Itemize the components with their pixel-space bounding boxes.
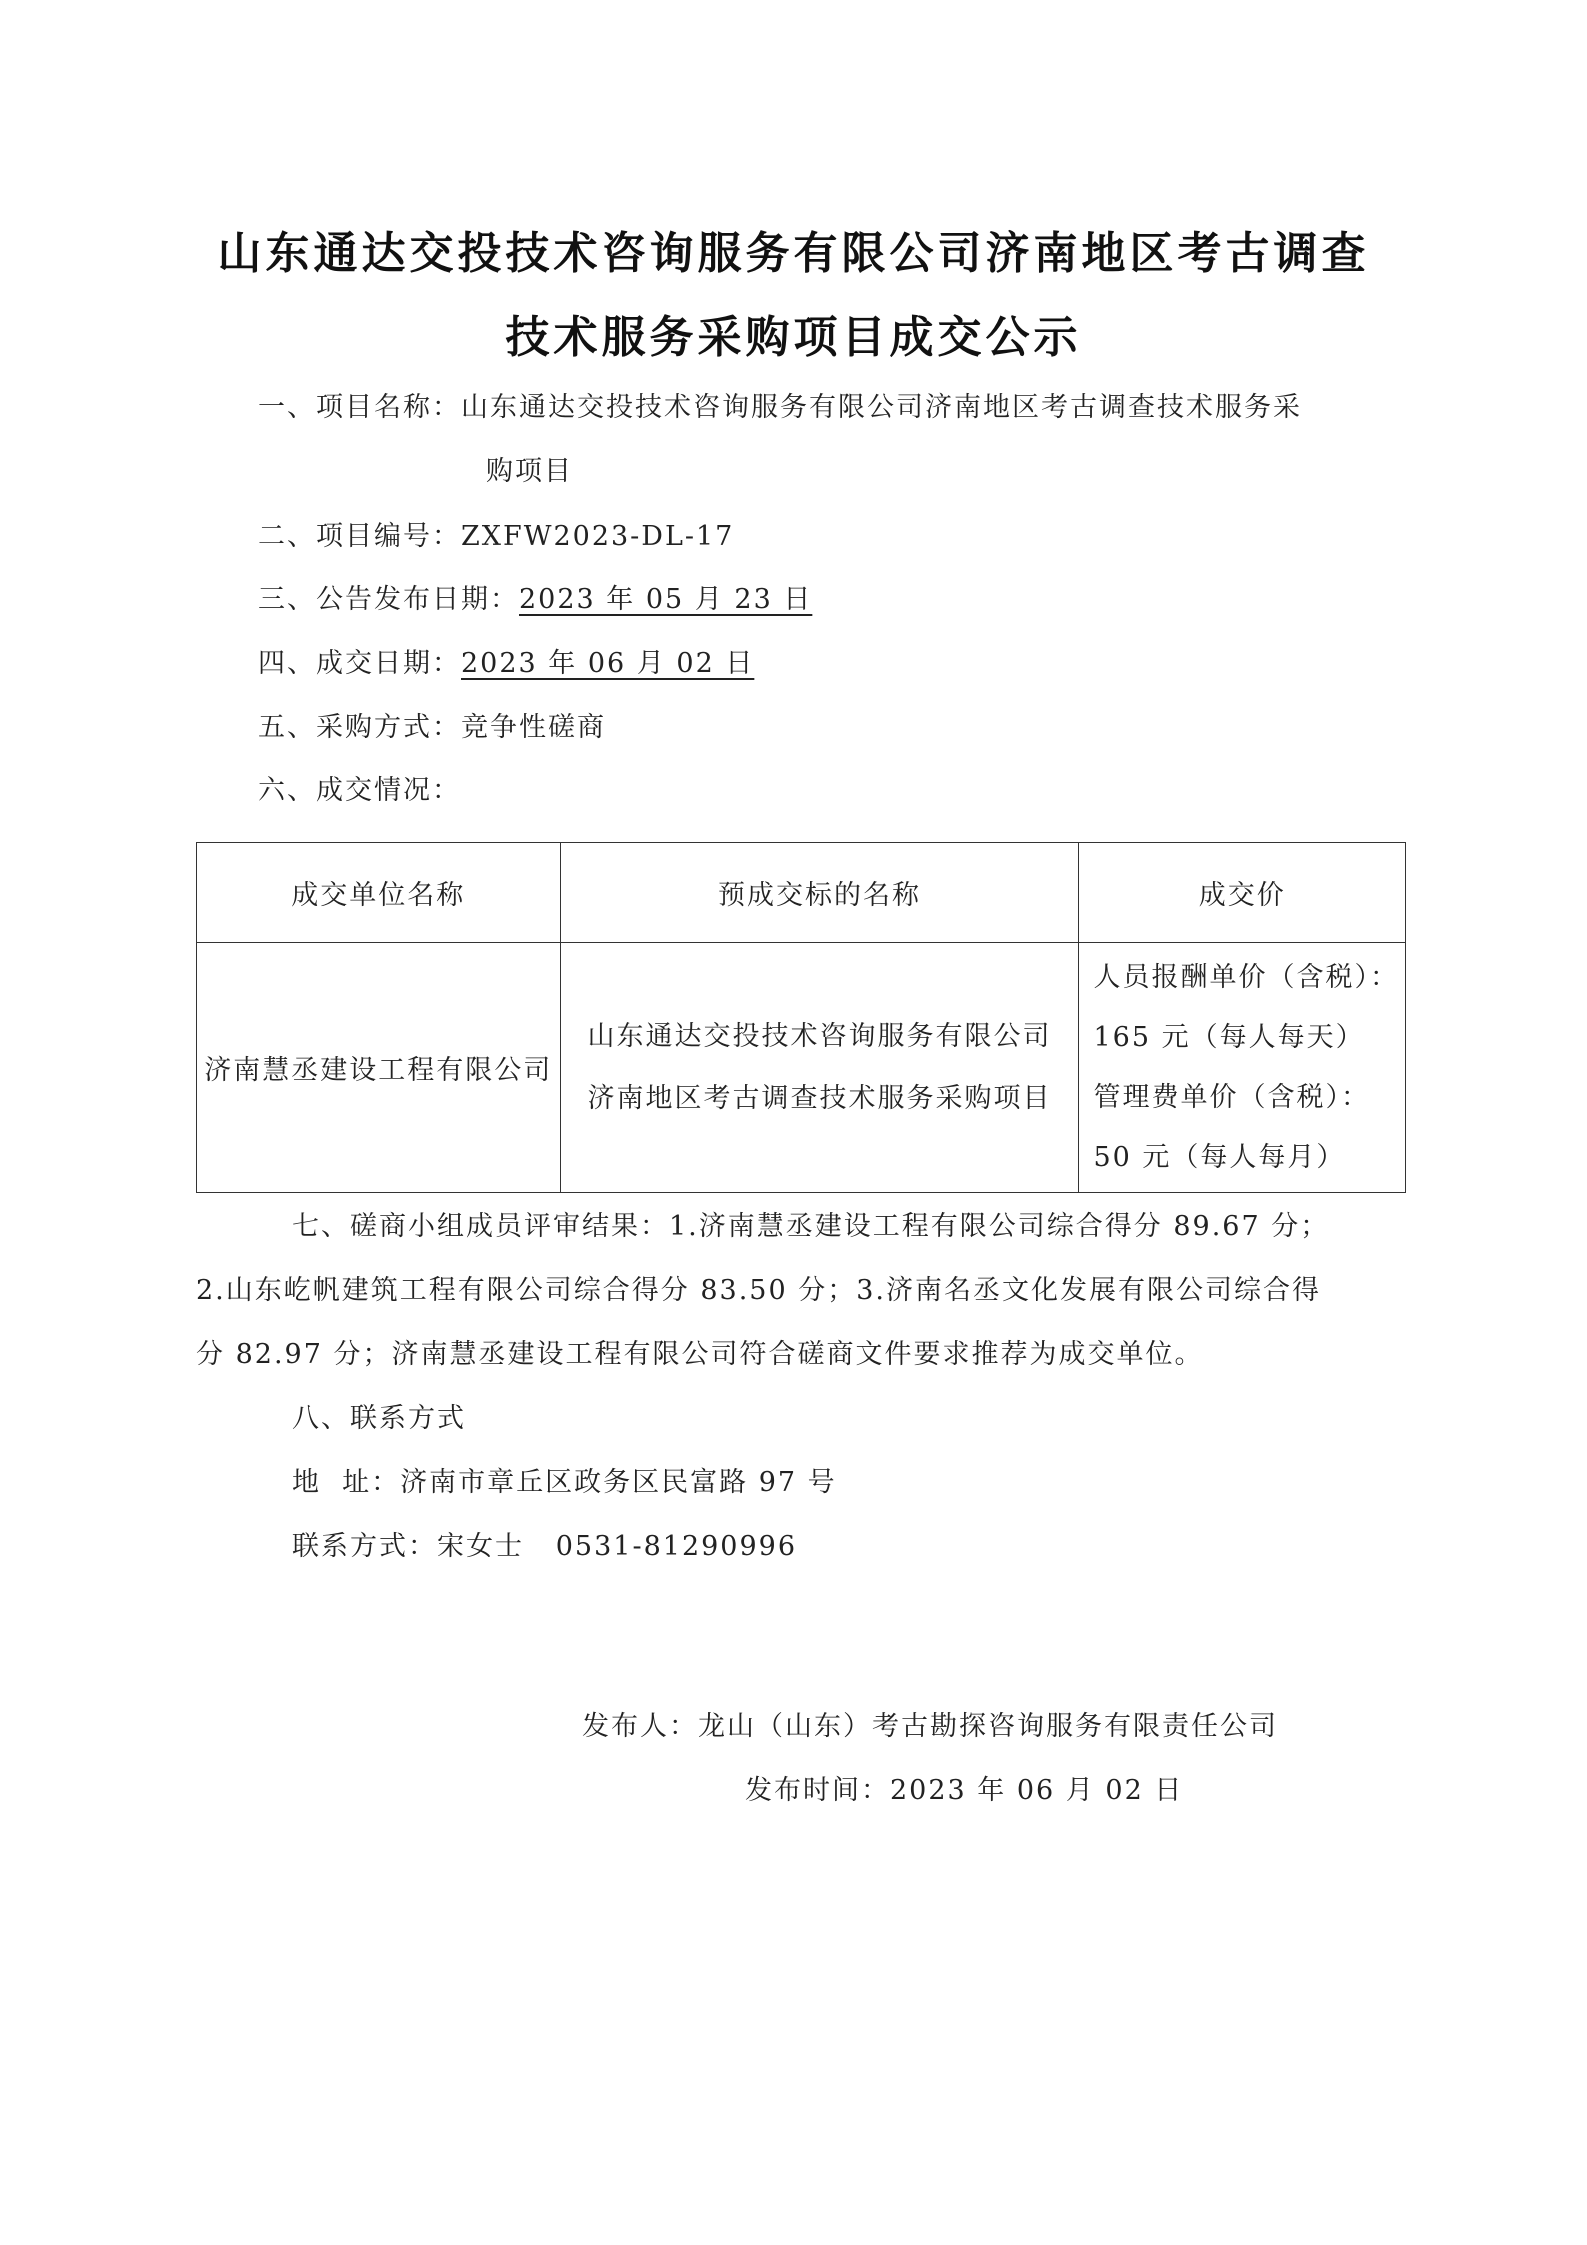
publisher: 发布人：龙山（山东）考古勘探咨询服务有限责任公司 — [582, 1711, 1278, 1742]
project-name-value-continued: 购项目 — [486, 456, 573, 487]
project-name-row — [258, 390, 1302, 426]
price-line: 人员报酬单价（含税）： — [1093, 961, 1399, 993]
contact-phone: 联系方式：宋女士 0531-81290996 — [292, 1531, 798, 1562]
deal-status-label: 六、成交情况： — [258, 775, 461, 806]
project-number-row — [258, 519, 734, 555]
deal-date-row — [258, 646, 754, 682]
review-result-line3: 分 82.97 分；济南慧丞建设工程有限公司符合磋商文件要求推荐为成交单位。 — [196, 1339, 1204, 1370]
cell-subject — [560, 943, 1079, 1193]
contact-heading: 八、联系方式 — [292, 1403, 466, 1434]
deal-table — [196, 842, 1406, 1193]
cell-company: 济南慧丞建设工程有限公司 — [197, 943, 561, 1193]
procurement-method-label: 五、采购方式： — [258, 712, 461, 743]
procurement-method-value: 竞争性磋商 — [461, 712, 606, 743]
review-result-line2: 2.山东屹帆建筑工程有限公司综合得分 83.50 分；3.济南名丞文化发展有限公司综合得 — [196, 1275, 1321, 1306]
deal-date-value: 2023 年 06 月 02 日 — [461, 648, 755, 679]
project-number-value: ZXFW2023-DL-17 — [461, 521, 735, 552]
header-price: 成交价 — [1079, 843, 1406, 943]
procurement-method-row — [258, 710, 606, 746]
project-name-value: 山东通达交投技术咨询服务有限公司济南地区考古调查技术服务采 — [461, 392, 1302, 423]
header-company: 成交单位名称 — [197, 843, 561, 943]
table-header-row — [197, 843, 1406, 943]
header-subject: 预成交标的名称 — [560, 843, 1079, 943]
cell-price — [1079, 943, 1406, 1193]
table-row — [197, 943, 1406, 1193]
price-line: 管理费单价（含税）： — [1093, 1081, 1370, 1113]
project-name-label: 一、项目名称： — [258, 392, 461, 423]
contact-address: 地 址：济南市章丘区政务区民富路 97 号 — [292, 1467, 837, 1498]
deal-date-label: 四、成交日期： — [258, 648, 461, 679]
price-line: 50 元（每人每月） — [1093, 1141, 1346, 1173]
document-title-line1: 山东通达交投技术咨询服务有限公司济南地区考古调查 — [217, 228, 1370, 279]
subject-line1: 山东通达交投技术咨询服务有限公司 — [587, 1020, 1052, 1052]
announce-date-label: 三、公告发布日期： — [258, 584, 519, 615]
subject-line2: 济南地区考古调查技术服务采购项目 — [587, 1082, 1052, 1114]
document-title-line2: 技术服务采购项目成交公示 — [505, 312, 1082, 363]
announce-date-value: 2023 年 05 月 23 日 — [519, 584, 813, 615]
review-result-line1: 七、磋商小组成员评审结果：1.济南慧丞建设工程有限公司综合得分 89.67 分； — [292, 1211, 1330, 1242]
price-line: 165 元（每人每天） — [1093, 1021, 1365, 1053]
project-number-label: 二、项目编号： — [258, 521, 461, 552]
publish-time: 发布时间：2023 年 06 月 02 日 — [745, 1775, 1184, 1806]
announce-date-row — [258, 582, 812, 618]
